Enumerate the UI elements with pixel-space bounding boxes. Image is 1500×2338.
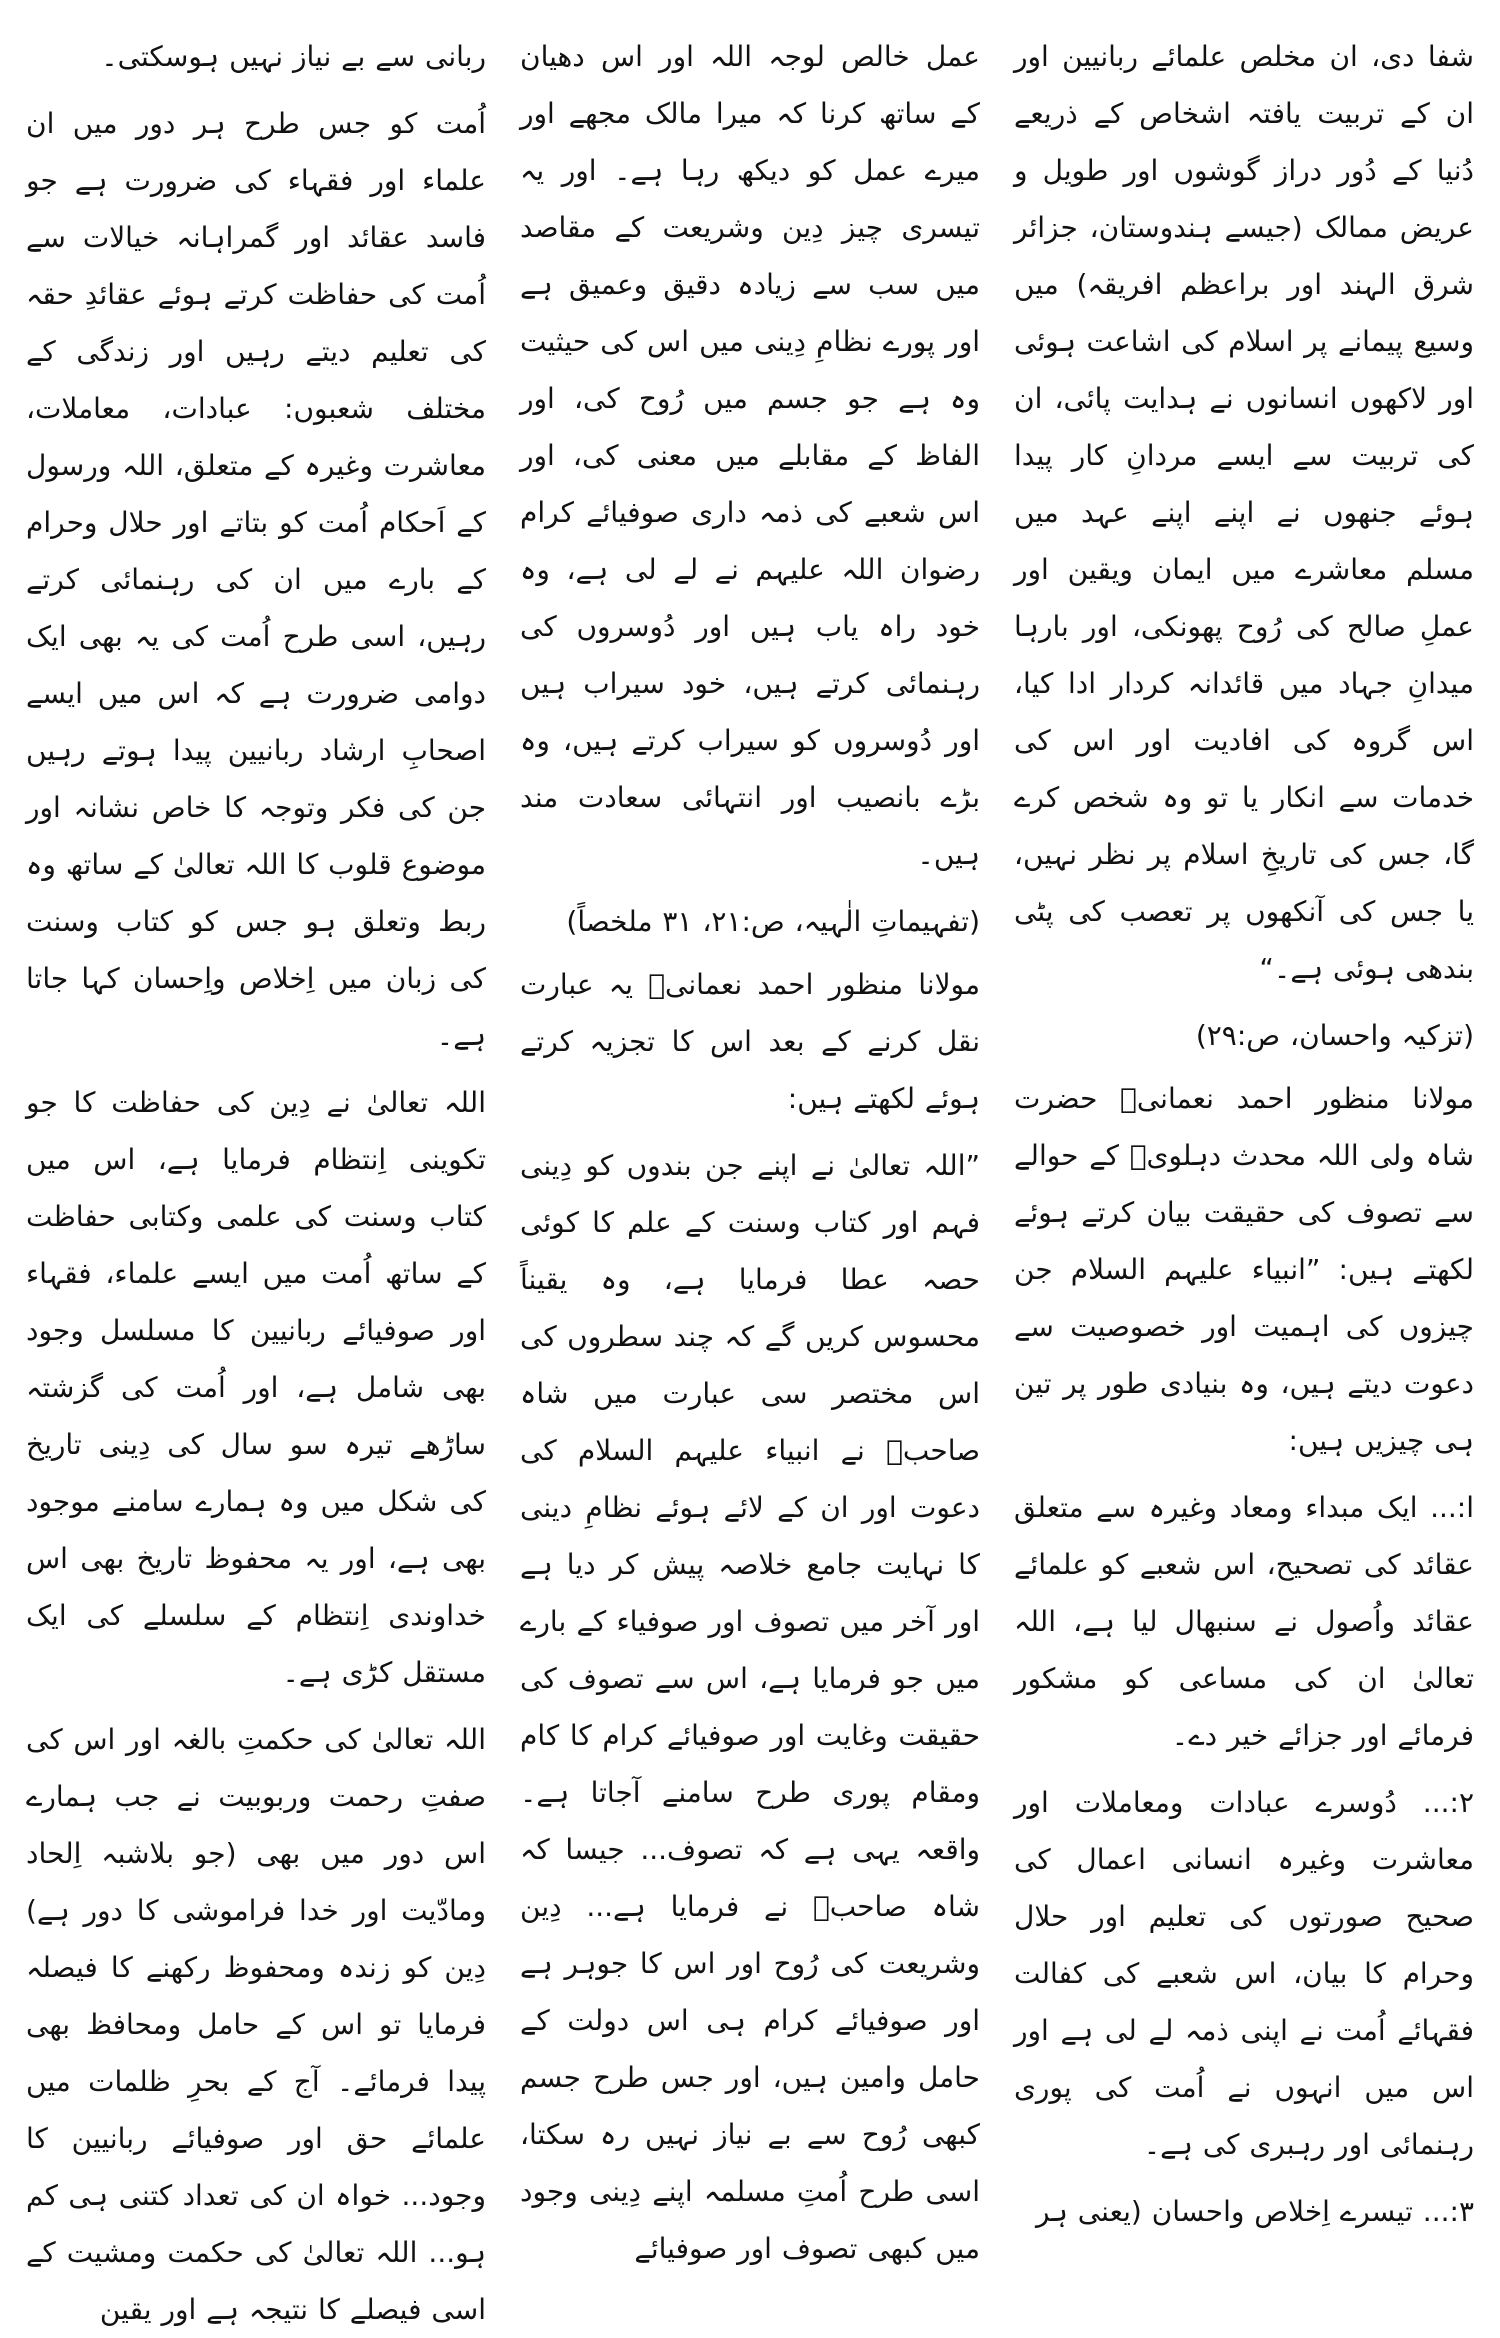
paragraph: مولانا منظور احمد نعمانیؒ یہ عبارت نقل کرنے کے بعد اس کا تجزیہ کرتے ہوئے لکھتے ہیں: — [520, 968, 980, 1115]
paragraph: عمل خالص لوجہ اللہ اور اس دھیان کے ساتھ کرنا کہ میرا مالک مجھے اور میرے عمل کو دیکھ رہا ہے۔ اور یہ تیسری چیز دِین وشریعت کے مقاصد میں سب سے زیادہ دقیق وعمیق ہے اور پورے نظامِ دِینی میں اس کی حیثیت وہ ہے جو جسم میں رُوح کی، اور الفاظ کے مقابلے میں معنی کی، اور اس شعبے کی ذمہ داری صوفیائے کرام رضوان اللہ علیہم نے لے لی ہے، وہ خود راہ یاب ہیں اور دُوسروں کی رہنمائی کرتے ہیں، خود سیراب ہیں اور دُوسروں کو سیراب کرتے ہیں، وہ بڑے بانصیب اور انتہائی سعادت مند ہیں۔ — [520, 40, 980, 871]
text-column-right — [1014, 28, 1474, 2228]
citation: (تفہیماتِ الٰہیہ، ص:۲۱، ۳۱ ملخصاً) — [566, 905, 980, 938]
paragraph: شفا دی، ان مخلص علمائے ربانیین اور ان کے تربیت یافتہ اشخاص کے ذریعے دُنیا کے دُور دراز گوشوں اور طویل و عریض ممالک (جیسے ہندوستان، جزائر شرق الہند اور براعظم افریقہ) میں وسیع پیمانے پر اسلام کی اشاعت ہوئی اور لاکھوں انسانوں نے ہدایت پائی، ان کی تربیت سے ایسے مردانِ کار پیدا ہوئے جنھوں نے اپنے اپنے عہد میں مسلم معاشرے میں ایمان ویقین اور عملِ صالح کی رُوح پھونکی، اور بارہا میدانِ جہاد میں قائدانہ کردار ادا کیا، اس گروہ کی افادیت اور اس کی خدمات سے انکار یا تو وہ شخص کرے گا، جس کی تاریخِ اسلام پر نظر نہیں، یا جس کی آنکھوں پر تعصب کی پٹی بندھی ہوئی ہے۔“ — [1014, 40, 1474, 985]
list-item-2: ۲:... دُوسرے عبادات ومعاملات اور معاشرت وغیرہ انسانی اعمال کی صحیح صورتوں کی تعلیم اور حلال وحرام کا بیان، اس شعبے کی کفالت فقہائے اُمت نے اپنی ذمہ لے لی ہے اور اس میں انہوں نے اُمت کی پوری رہنمائی اور رہبری کی ہے۔ — [1014, 1786, 1474, 2161]
list-item-1: ا:... ایک مبداء ومعاد وغیرہ سے متعلق عقائد کی تصحیح، اس شعبے کو علمائے عقائد واُصول نے سنبھال لیا ہے، اللہ تعالیٰ ان کی مساعی کو مشکور فرمائے اور جزائے خیر دے۔ — [1014, 1491, 1474, 1752]
list-item-3: ۳:... تیسرے اِخلاص واحسان (یعنی ہر — [1036, 2195, 1474, 2228]
text-column-middle — [520, 28, 980, 2265]
citation: (تزکیہ واحسان، ص:۲۹) — [1195, 1019, 1474, 1052]
paragraph: اللہ تعالیٰ نے دِین کی حفاظت کا جو تکوینی اِنتظام فرمایا ہے، اس میں کتاب وسنت کی علمی وکتابی حفاظت کے ساتھ اُمت میں ایسے علماء، فقہاء اور صوفیائے ربانیین کا مسلسل وجود بھی شامل ہے، اور اُمت کی گزشتہ ساڑھے تیرہ سو سال کی دِینی تاریخ کی شکل میں وہ ہمارے سامنے موجود بھی ہے، اور یہ محفوظ تاریخ بھی اس خداوندی اِنتظام کے سلسلے کی ایک مستقل کڑی ہے۔ — [26, 1086, 486, 1689]
paragraph: مولانا منظور احمد نعمانیؒ حضرت شاہ ولی اللہ محدث دہلویؒ کے حوالے سے تصوف کی حقیقت بیان کرتے ہوئے لکھتے ہیں: ”انبیاء علیہم السلام جن چیزوں کی اہمیت اور خصوصیت سے دعوت دیتے ہیں، وہ بنیادی طور پر تین ہی چیزیں ہیں: — [1014, 1082, 1474, 1457]
quote-paragraph: ”اللہ تعالیٰ نے اپنے جن بندوں کو دِینی فہم اور کتاب وسنت کے علم کا کوئی حصہ عطا فرمایا ہے، وہ یقیناً محسوس کریں گے کہ چند سطروں کی اس مختصر سی عبارت میں شاہ صاحبؒ نے انبیاء علیہم السلام کی دعوت اور ان کے لائے ہوئے نظامِ دینی کا نہایت جامع خلاصہ پیش کر دیا ہے اور آخر میں تصوف اور صوفیاء کے بارے میں جو فرمایا ہے، اس سے تصوف کی حقیقت وغایت اور صوفیائے کرام کا کام ومقام پوری طرح سامنے آجاتا ہے۔ واقعہ یہی ہے کہ تصوف... جیسا کہ شاہ صاحبؒ نے فرمایا ہے... دِین وشریعت کی رُوح اور اس کا جوہر ہے اور صوفیائے کرام ہی اس دولت کے حامل وامین ہیں، اور جس طرح جسم کبھی رُوح سے بے نیاز نہیں رہ سکتا، اسی طرح اُمتِ مسلمہ اپنے دِینی وجود میں کبھی تصوف اور صوفیائے — [520, 1149, 980, 2265]
paragraph: اللہ تعالیٰ کی حکمتِ بالغہ اور اس کی صفتِ رحمت وربوبیت نے جب ہمارے اس دور میں بھی (جو بلاشبہ اِلحاد ومادّیت اور خدا فراموشی کا دور ہے) دِین کو زندہ ومحفوظ رکھنے کا فیصلہ فرمایا تو اس کے حامل ومحافظ بھی پیدا فرمائے۔ آج کے بحرِ ظلمات میں علمائے حق اور صوفیائے ربانیین کا وجود... خواہ ان کی تعداد کتنی ہی کم ہو... اللہ تعالیٰ کی حکمت ومشیت کے اسی فیصلے کا نتیجہ ہے اور یقین — [26, 1723, 486, 2326]
paragraph: ربانی سے بے نیاز نہیں ہوسکتی۔ — [101, 40, 486, 73]
text-column-left — [26, 28, 486, 2326]
paragraph: اُمت کو جس طرح ہر دور میں ان علماء اور فقہاء کی ضرورت ہے جو فاسد عقائد اور گمراہانہ خیالات سے اُمت کی حفاظت کرتے ہوئے عقائدِ حقہ کی تعلیم دیتے رہیں اور زندگی کے مختلف شعبوں: عبادات، معاملات، معاشرت وغیرہ کے متعلق، اللہ ورسول کے اَحکام اُمت کو بتاتے اور حلال وحرام کے بارے میں ان کی رہنمائی کرتے رہیں، اسی طرح اُمت کی یہ بھی ایک دوامی ضرورت ہے کہ اس میں ایسے اصحابِ ارشاد ربانیین پیدا ہوتے رہیں جن کی فکر وتوجہ کا خاص نشانہ اور موضوع قلوب کا اللہ تعالیٰ کے ساتھ وہ ربط وتعلق ہو جس کو کتاب وسنت کی زبان میں اِخلاص واِحسان کہا جاتا ہے۔ — [26, 107, 486, 1052]
